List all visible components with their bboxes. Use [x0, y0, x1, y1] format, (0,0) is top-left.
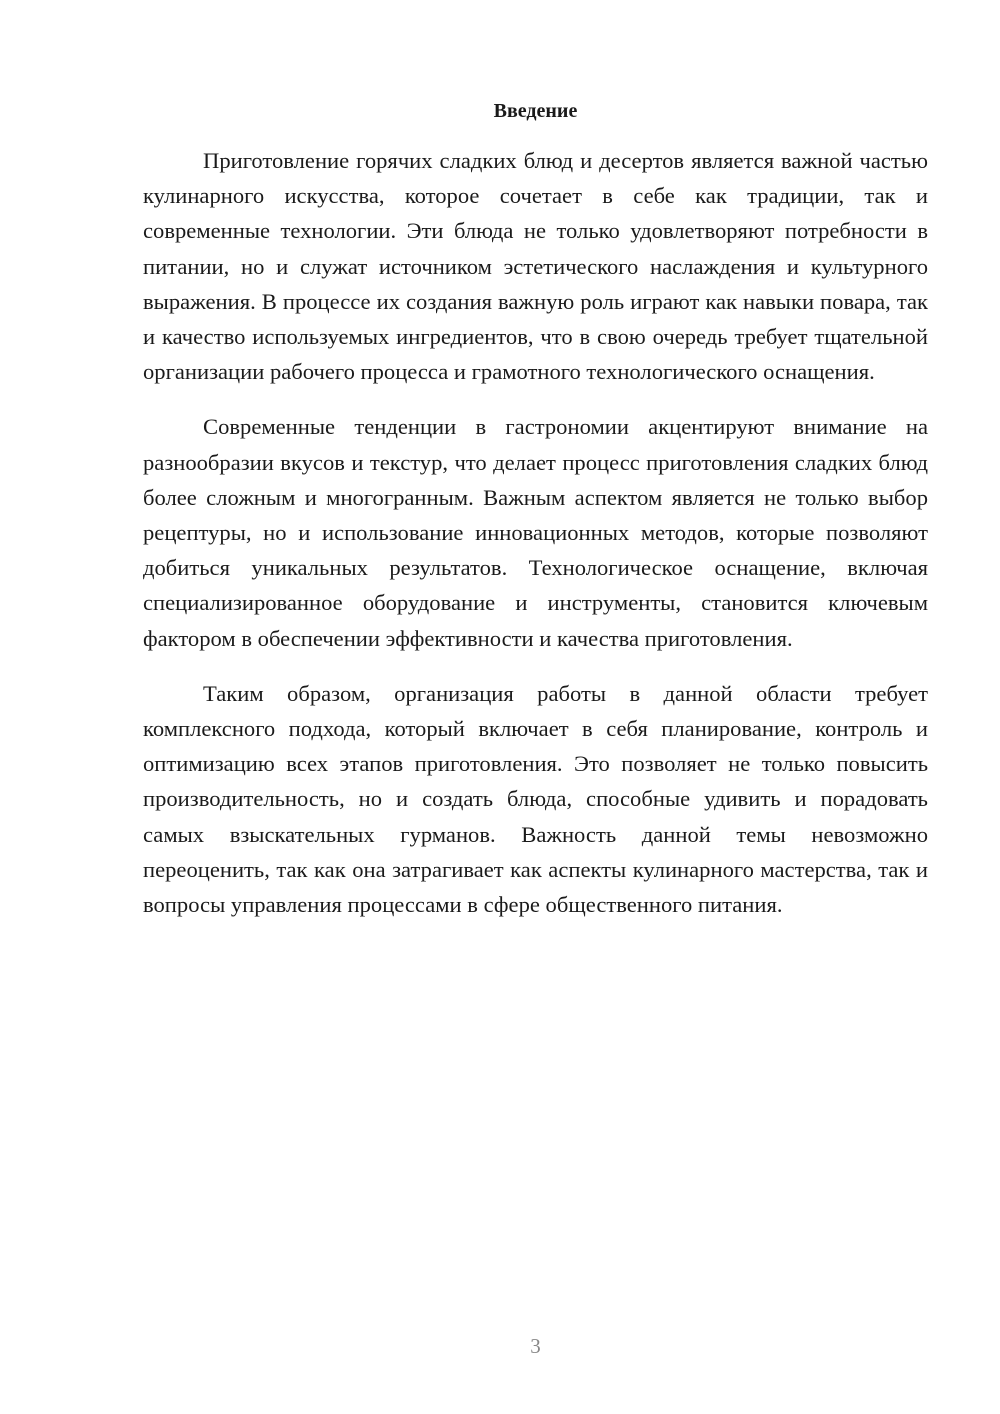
paragraph-3: Таким образом, организация работы в данной области требует комплексного подхода, который включает в себя планирование, контроль и оптимизацию всех этапов приготовления. Это позволяет не только повысить производительность, но и создать блюда, способные удивить и порадовать самых взыскательных гурманов. Важность данной темы невозможно переоценить, так как она затрагивает как аспекты кулинарного мастерства, так и вопросы управления процессами в сфере общественного питания. — [143, 680, 928, 918]
paragraph-1: Приготовление горячих сладких блюд и десертов является важной частью кулинарного искусства, которое сочетает в себе как традиции, так и современные технологии. Эти блюда не только удовлетворяют потребности в питании, но и служат источником эстетического наслаждения и культурного выражения. В процессе их создания важную роль играют как навыки повара, так и качество используемых ингредиентов, что в свою очередь требует тщательной организации рабочего процесса и грамотного технологического оснащения. — [143, 148, 928, 385]
paragraph-2: Современные тенденции в гастрономии акцентируют внимание на разнообразии вкусов и текстур, что делает процесс приготовления сладких блюд более сложным и многогранным. Важным аспектом является не только выбор рецептуры, но и использование инновационных методов, которые позволяют добиться уникальных результатов. Технологическое оснащение, включая специализированное оборудование и инструменты, становится ключевым фактором в обеспечении эффективности и качества приготовления. — [143, 414, 928, 651]
section-title: Введение — [493, 100, 578, 122]
body-text — [143, 143, 928, 942]
page-number: 3 — [530, 1334, 541, 1358]
